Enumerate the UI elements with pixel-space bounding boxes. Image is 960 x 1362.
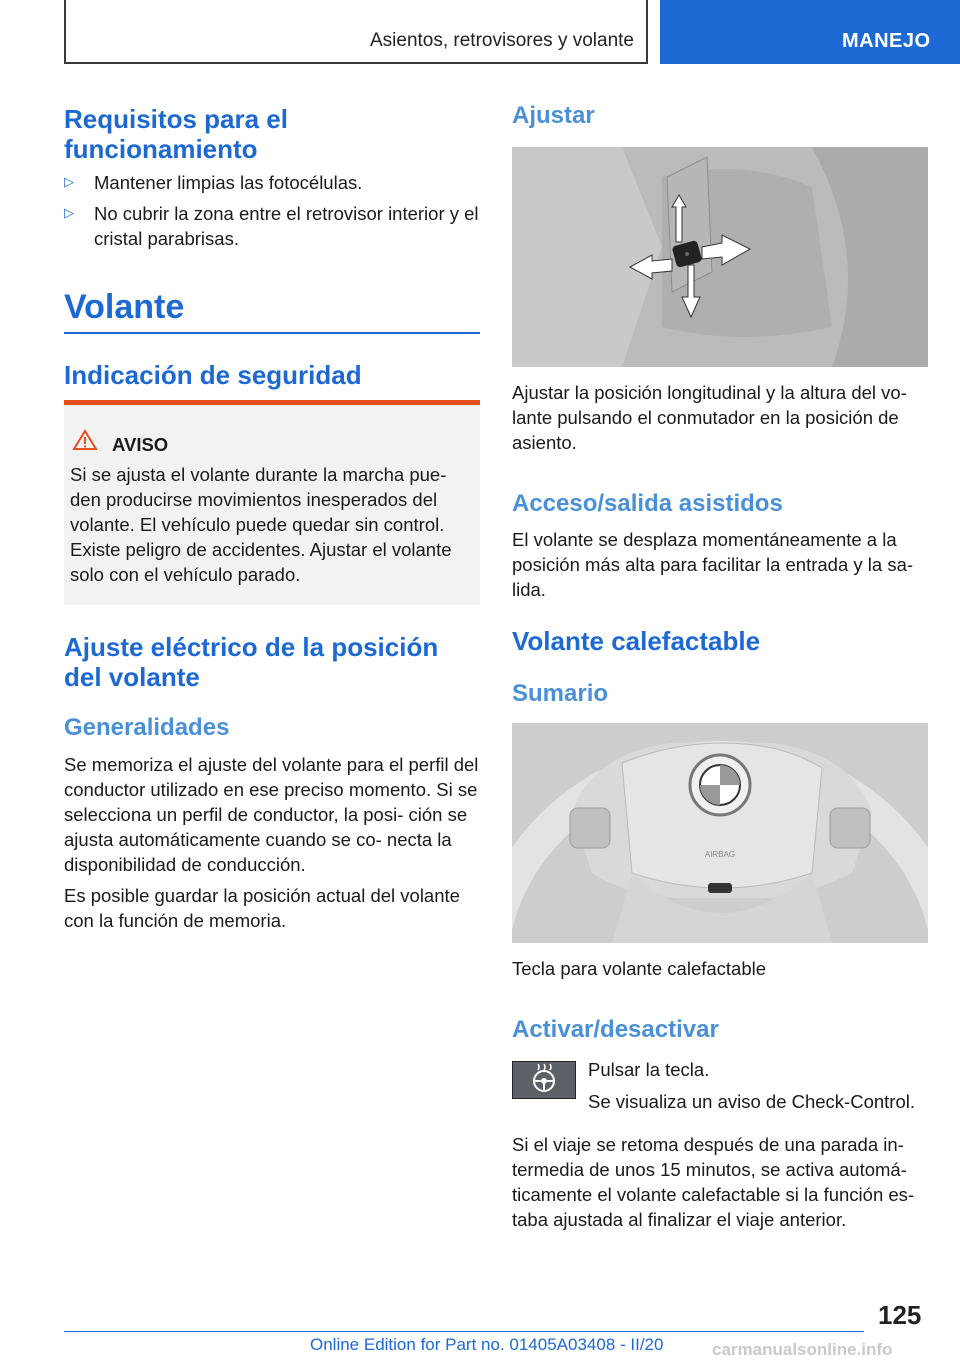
toggle-step-press: Pulsar la tecla. — [588, 1059, 710, 1080]
edition-footer: Online Edition for Part no. 01405A03408 - II/20 — [310, 1335, 664, 1354]
bullet-arrow-icon: ▷ — [64, 174, 74, 189]
list-item-text: Mantener limpias las fotocélulas. — [94, 172, 363, 193]
steering-column-switch-illustration — [512, 147, 928, 367]
section-title: Asientos, retrovisores y volante — [369, 30, 634, 51]
warning-triangle-icon — [72, 429, 98, 451]
heated-steering-wheel-button-icon[interactable] — [512, 1061, 576, 1099]
summary-heading: Sumario — [512, 680, 609, 707]
steering-wheel-illustration — [512, 723, 928, 943]
summary-caption: Tecla para volante calefactable — [512, 958, 767, 979]
list-item-text: No cubrir la zona entre el retrovisor interior y el cristal parabrisas. — [94, 203, 479, 249]
page-number: 125 — [878, 1300, 922, 1330]
auto-resume-paragraph: Si el viaje se retoma después de una parada in- termedia de unos 15 minutos, se activa automá- ticamente el volante calefactable si la función es- taba ajustada al finalizar el viaje anterior. — [512, 1134, 915, 1230]
chapter-tab[interactable] — [660, 0, 960, 64]
warning-text: Si se ajusta el volante durante la marcha pue- den producirse movimientos inesperados del volante. El vehículo puede quedar sin control. Existe peligro de accidentes. Ajustar el volante solo con el vehículo parado. — [70, 464, 452, 585]
requirements-list — [64, 170, 480, 251]
easy-access-heading: Acceso/salida asistidos — [512, 490, 783, 517]
adjust-heading: Ajustar — [512, 102, 595, 129]
memory-paragraph: Es posible guardar la posición actual del volante con la función de memoria. — [64, 885, 460, 931]
warning-box — [64, 400, 480, 605]
watermark-text: carmanualsonline.info — [712, 1340, 893, 1359]
electric-adjust-heading: Ajuste eléctrico de la posición del volante — [64, 632, 439, 692]
airbag-label: AIRBAG — [704, 850, 736, 859]
heading-rule — [64, 332, 480, 334]
chapter-heading: Volante — [64, 288, 185, 326]
list-item — [64, 201, 480, 251]
easy-access-text: El volante se desplaza momentáneamente a la posición más alta para facilitar la entrada y la sa- lida. — [512, 529, 914, 600]
chapter-tab-label: MANEJO — [842, 30, 931, 52]
toggle-heading: Activar/desactivar — [512, 1016, 719, 1043]
safety-heading: Indicación de seguridad — [64, 360, 362, 390]
list-item — [64, 170, 480, 195]
warning-label: AVISO — [112, 434, 169, 455]
bullet-arrow-icon: ▷ — [64, 205, 74, 220]
adjust-caption: Ajustar la posición longitudinal y la altura del vo- lante pulsando el conmutador en la posición de asiento. — [512, 382, 907, 453]
general-paragraph: Se memoriza el ajuste del volante para el perfil del conductor utilizado en ese preciso momento. Si se selecciona un perfil de conductor, la posi- ción se ajusta automáticamente cuando se co- necta la disponibilidad de conducción. — [64, 754, 479, 875]
requirements-heading: Requisitos para el funcionamiento — [64, 104, 288, 164]
toggle-step-message: Se visualiza un aviso de Check-Control. — [588, 1091, 915, 1112]
general-heading: Generalidades — [64, 714, 230, 741]
heated-wheel-heading: Volante calefactable — [512, 626, 761, 656]
running-header — [64, 0, 648, 64]
footer-rule — [64, 1331, 864, 1332]
